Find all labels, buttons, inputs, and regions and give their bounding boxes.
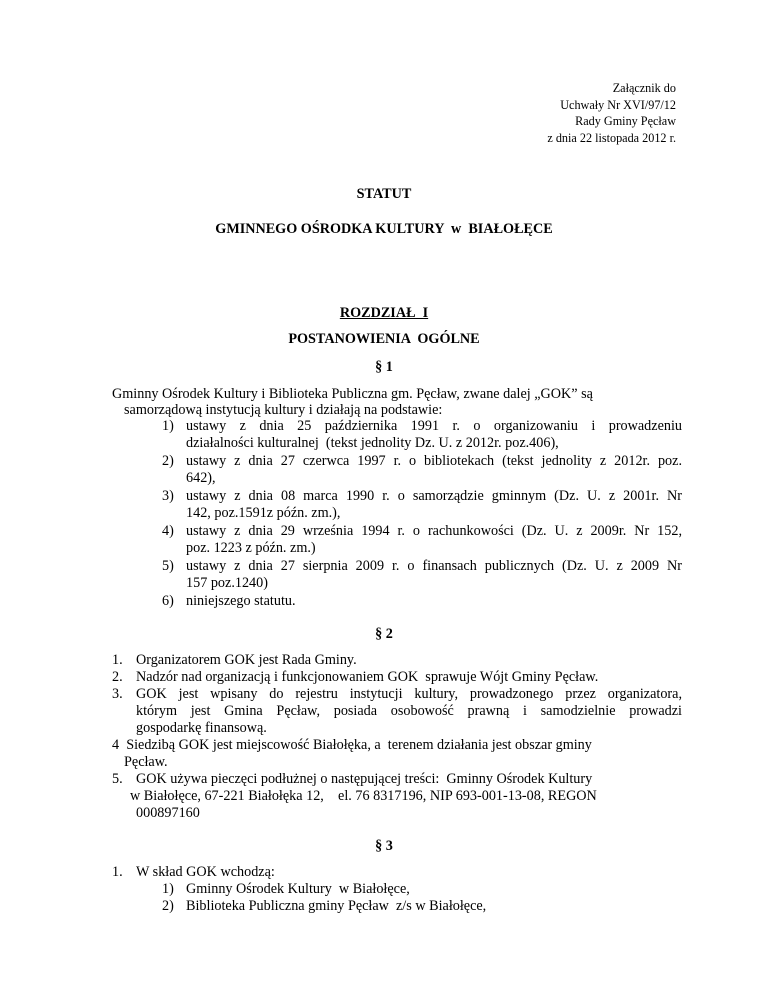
list-number: 4)	[162, 523, 174, 539]
list-item: Organizatorem GOK jest Rada Gminy.	[136, 652, 357, 668]
list-item: ustawy z dnia 08 marca 1990 r. o samorządzie gminnym (Dz. U. z 2001r. Nr	[186, 488, 682, 504]
attachment-line: Uchwały Nr XVI/97/12	[560, 97, 676, 112]
section-3-heading: § 3	[375, 838, 393, 854]
list-number: 1)	[162, 881, 174, 897]
document-title: STATUT	[356, 186, 412, 202]
section-1-heading: § 1	[375, 359, 393, 375]
list-number: 2.	[112, 669, 123, 685]
list-item: którym jest Gmina Pęcław, posiada osobowość prawną i samodzielnie prowadzi	[136, 703, 682, 719]
list-item: 157 poz.1240)	[186, 575, 268, 591]
section-2-heading: § 2	[375, 626, 393, 642]
attachment-line: Załącznik do	[612, 81, 676, 95]
list-number: 1)	[162, 418, 174, 434]
attachment-line: Rady Gminy Pęcław	[575, 114, 676, 128]
chapter-heading: ROZDZIAŁ I	[339, 305, 429, 321]
list-number: 2)	[162, 453, 174, 469]
list-number: 6)	[162, 593, 174, 609]
list-item: poz. 1223 z późn. zm.)	[186, 540, 316, 556]
list-item: działalności kulturalnej (tekst jednolity Dz. U. z 2012r. poz.406),	[186, 435, 559, 451]
list-item: Pęcław.	[124, 754, 168, 770]
list-item: Gminny Ośrodek Kultury w Białołęce,	[186, 881, 410, 897]
section-1-intro: Gminny Ośrodek Kultury i Biblioteka Publiczna gm. Pęcław, zwane dalej „GOK” są	[112, 386, 593, 402]
list-item: ustawy z dnia 25 października 1991 r. o organizowaniu i prowadzeniu	[186, 418, 682, 434]
list-item: Biblioteka Publiczna gminy Pęcław z/s w Białołęce,	[186, 898, 487, 914]
list-item: 4 Siedzibą GOK jest miejscowość Białołęka, a terenem działania jest obszar gminy	[112, 737, 592, 753]
list-number: 5)	[162, 558, 174, 574]
list-number: 3.	[112, 686, 123, 702]
list-item: 642),	[186, 470, 216, 486]
list-item: GOK używa pieczęci podłużnej o następującej treści: Gminny Ośrodek Kultury	[136, 771, 593, 787]
list-item: gospodarkę finansową.	[136, 720, 267, 736]
list-number: 3)	[162, 488, 174, 504]
list-item: Nadzór nad organizacją i funkcjonowaniem GOK sprawuje Wójt Gminy Pęcław.	[136, 669, 599, 685]
list-number: 1.	[112, 864, 123, 880]
list-item: ustawy z dnia 27 sierpnia 2009 r. o finansach publicznych (Dz. U. z 2009 Nr	[186, 558, 682, 574]
section-1-intro: samorządową instytucją kultury i działają na podstawie:	[124, 402, 443, 418]
list-item: ustawy z dnia 29 września 1994 r. o rachunkowości (Dz. U. z 2009r. Nr 152,	[186, 523, 682, 539]
list-item: 000897160	[136, 805, 200, 821]
list-item: GOK jest wpisany do rejestru instytucji kultury, prowadzonego przez organizatora,	[136, 686, 682, 702]
list-number: 2)	[162, 898, 174, 914]
list-number: 1.	[112, 652, 123, 668]
list-item: niniejszego statutu.	[186, 593, 296, 609]
list-item: w Białołęce, 67-221 Białołęka 12, el. 76 8317196, NIP 693-001-13-08, REGON	[130, 788, 597, 804]
list-item: W skład GOK wchodzą:	[136, 864, 275, 880]
list-item: 142, poz.1591z późn. zm.),	[186, 505, 341, 521]
attachment-note	[547, 80, 676, 146]
chapter-title: POSTANOWIENIA OGÓLNE	[288, 331, 480, 347]
attachment-line: z dnia 22 listopada 2012 r.	[547, 130, 676, 145]
list-item: ustawy z dnia 27 czerwca 1997 r. o bibliotekach (tekst jednolity z 2012r. poz.	[186, 453, 682, 469]
document-subtitle: GMINNEGO OŚRODKA KULTURY w BIAŁOŁĘCE	[215, 221, 553, 237]
list-number: 5.	[112, 771, 123, 787]
